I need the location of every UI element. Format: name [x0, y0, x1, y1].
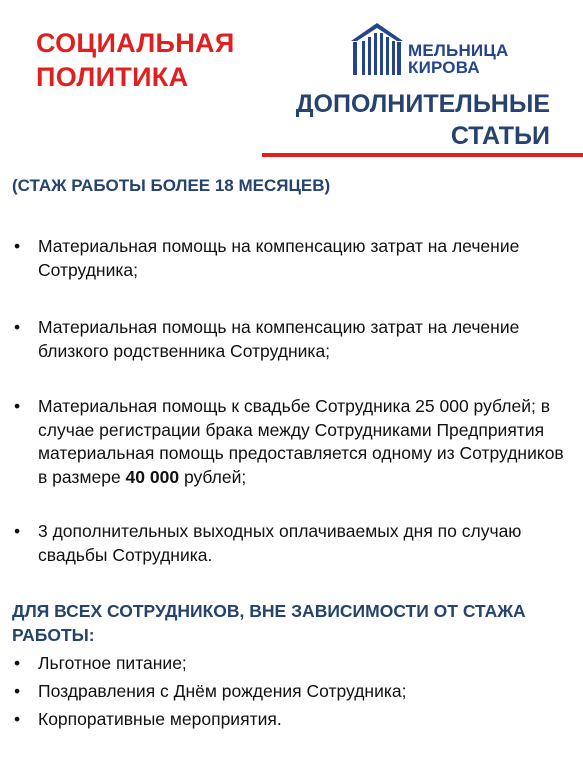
- list-item-text: [38, 395, 576, 489]
- list-item-text: Поздравления с Днём рождения Сотрудника;: [38, 681, 407, 701]
- list-item-text: Корпоративные мероприятия.: [38, 709, 282, 729]
- bullet-icon: •: [14, 236, 21, 256]
- bullet-icon: •: [14, 709, 21, 729]
- bullet-icon: •: [14, 653, 21, 673]
- section-title-line1: ДОПОЛНИТЕЛЬНЫЕ: [295, 90, 550, 118]
- list-item-text: Материальная помощь на компенсацию затрат на лечение близкого родственника Сотрудника;: [38, 317, 520, 361]
- bullet-icon: •: [14, 396, 21, 416]
- section-title-line2: СТАТЬИ: [450, 122, 550, 150]
- mill-logo-icon: [349, 21, 405, 77]
- list-item: [14, 235, 576, 282]
- page-title-line1: СОЦИАЛЬНАЯ: [36, 28, 235, 58]
- group1-heading: (СТАЖ РАБОТЫ БОЛЕЕ 18 МЕСЯЦЕВ): [12, 176, 331, 195]
- list-item-text: Льготное питание;: [38, 653, 187, 673]
- list-item-text: 3 дополнительных выходных оплачиваемых дня по случаю свадьбы Сотрудника.: [38, 521, 522, 565]
- section-title: [296, 88, 550, 152]
- list-item: [14, 520, 576, 567]
- logo-wordmark: [408, 42, 508, 76]
- page-title: [36, 26, 235, 94]
- list-item: [14, 316, 576, 363]
- amount-highlight: 40 000: [125, 466, 180, 487]
- bullet-icon: •: [14, 521, 21, 541]
- page-title-line2: ПОЛИТИКА: [36, 62, 189, 92]
- group2-heading: ДЛЯ ВСЕХ СОТРУДНИКОВ, ВНЕ ЗАВИСИМОСТИ ОТ СТАЖА РАБОТЫ:: [12, 601, 526, 645]
- bullet-icon: •: [14, 681, 21, 701]
- logo-line1: МЕЛЬНИЦА: [408, 41, 509, 60]
- list-item-text-part: Материальная помощь к свадьбе Сотрудника 25 000 рублей; в случае регистрации брака между Сотрудниками Предприятия материальная помощь предоставляется одному из Сотрудников в размере: [38, 396, 564, 487]
- list-item-text-part: рублей;: [179, 466, 247, 487]
- title-underline: [262, 153, 583, 157]
- list-item-text: Материальная помощь на компенсацию затрат на лечение Сотрудника;: [38, 236, 520, 280]
- company-logo: [349, 19, 549, 79]
- list-item: [14, 680, 576, 704]
- bullet-icon: •: [14, 317, 21, 337]
- logo-line2: КИРОВА: [408, 58, 480, 77]
- list-item: [14, 652, 576, 676]
- list-item: [14, 395, 576, 489]
- list-item: [14, 708, 576, 732]
